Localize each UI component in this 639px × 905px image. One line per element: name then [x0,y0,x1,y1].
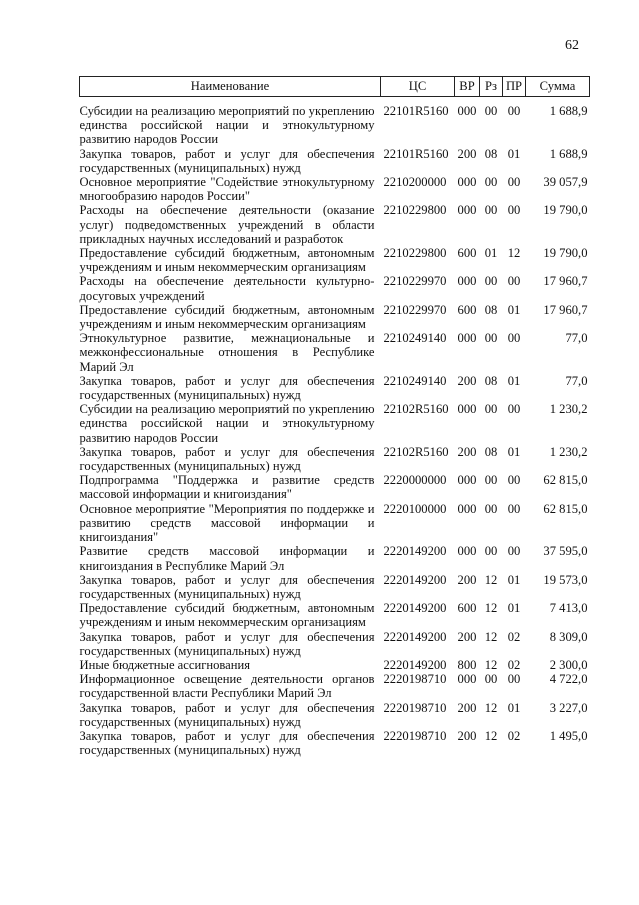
cell-pr: 00 [507,331,521,346]
page-number: 62 [565,38,579,53]
cell-name: Этнокультурное развитие, межнациональные и межконфессиональные отношения в Республике Марий Эл [79,331,375,374]
header-sum: Сумма [526,77,590,97]
cell-cs: 2220149200 [383,629,447,644]
cell-cs: 2210249140 [383,373,447,388]
cell-pr: 01 [507,601,521,616]
cell-name: Закупка товаров, работ и услуг для обеспечения государственных (муниципальных) нужд [79,146,375,175]
cell-name: Основное мероприятие "Содействие этнокультурному многообразию народов России" [79,175,375,204]
cell-name: Предоставление субсидий бюджетным, автономным учреждениям и иным некоммерческим организациям [79,246,375,275]
cell-rz: 00 [484,672,498,687]
table-row [80,147,590,175]
cell-rz: 12 [484,657,498,672]
table-row [80,601,590,629]
cell-vr: 000 [457,501,477,516]
cell-vr: 000 [457,274,477,289]
budget-table [79,76,590,757]
cell-name: Субсидии на реализацию мероприятий по укреплению единства российской нации и этнокультурному развитию народов России [79,402,375,445]
cell-rz: 00 [484,501,498,516]
cell-name: Предоставление субсидий бюджетным, автономным учреждениям и иным некоммерческим организациям [79,601,375,630]
cell-pr: 00 [507,175,521,190]
cell-vr: 800 [457,657,477,672]
table-row [80,658,590,672]
cell-pr: 00 [507,544,521,559]
cell-pr: 01 [507,572,521,587]
cell-name: Расходы на обеспечение деятельности культурно-досуговых учреждений [79,274,375,303]
cell-name: Предоставление субсидий бюджетным, автономным учреждениям и иным некоммерческим организациям [79,302,375,332]
cell-cs: 2210200000 [383,175,447,190]
cell-name: Закупка товаров, работ и услуг для обеспечения государственных (муниципальных) нужд [79,373,375,403]
cell-pr: 01 [507,700,521,715]
table-row [80,473,590,501]
cell-rz: 12 [484,629,498,644]
cell-vr: 200 [457,700,477,715]
table-row [80,97,590,147]
cell-cs: 2220198710 [383,672,447,687]
cell-pr: 00 [507,402,521,417]
table-row [80,274,590,302]
cell-name: Информационное освещение деятельности органов государственной власти Республики Марий Эл [79,672,375,701]
cell-name: Закупка товаров, работ и услуг для обеспечения государственных (муниципальных) нужд [79,444,375,474]
cell-rz: 00 [484,402,498,417]
cell-pr: 00 [507,672,521,687]
header-pr: ПР [503,77,526,97]
cell-cs: 2210229800 [383,246,447,261]
cell-pr: 02 [507,657,521,672]
cell-pr: 01 [507,302,521,317]
cell-name: Закупка товаров, работ и услуг для обеспечения государственных (муниципальных) нужд [79,629,375,658]
cell-pr: 00 [507,104,521,118]
header-rz: Рз [480,77,503,97]
cell-sum: 17 960,7 [543,274,588,289]
table-row [80,672,590,700]
table-row [80,402,590,445]
cell-vr: 000 [457,544,477,559]
cell-cs: 22102R5160 [383,402,449,417]
cell-sum: 19 573,0 [543,572,588,587]
cell-cs: 2220149200 [383,572,447,587]
cell-sum: 1 495,0 [549,728,588,743]
cell-pr: 01 [507,146,521,161]
cell-sum: 19 790,0 [543,203,588,218]
cell-cs: 2220198710 [383,728,447,743]
cell-cs: 2220149200 [383,601,447,616]
table-row [80,701,590,729]
cell-vr: 000 [457,175,477,190]
cell-sum: 8 309,0 [549,629,588,644]
table-row [80,729,590,757]
cell-sum: 62 815,0 [543,501,588,516]
cell-name: Основное мероприятие "Мероприятия по поддержке и развитию средств массовой информации и книгоиздания" [79,501,375,545]
table-row [80,331,590,374]
cell-pr: 02 [507,728,521,743]
header-vr: ВР [455,77,480,97]
header-cs: ЦС [381,77,455,97]
cell-rz: 08 [484,146,498,161]
cell-vr: 200 [457,146,477,161]
cell-sum: 77,0 [565,331,588,346]
cell-rz: 12 [484,728,498,743]
cell-sum: 17 960,7 [543,302,588,317]
cell-rz: 12 [484,601,498,616]
cell-vr: 600 [457,302,477,317]
cell-name: Иные бюджетные ассигнования [79,657,251,672]
cell-cs: 2220000000 [383,473,447,488]
cell-rz: 00 [484,274,498,289]
cell-pr: 00 [507,473,521,488]
cell-rz: 00 [484,544,498,559]
cell-sum: 37 595,0 [543,544,588,559]
cell-cs: 2220100000 [383,501,447,516]
table-row [80,573,590,601]
cell-cs: 22101R5160 [383,146,449,161]
cell-cs: 2210249140 [383,331,447,346]
cell-rz: 00 [484,203,498,218]
cell-vr: 600 [457,246,477,261]
cell-pr: 00 [507,203,521,218]
cell-rz: 00 [484,473,498,488]
cell-cs: 22102R5160 [383,444,449,459]
cell-pr: 02 [507,629,521,644]
table-row [80,246,590,274]
cell-name: Закупка товаров, работ и услуг для обеспечения государственных (муниципальных) нужд [79,728,375,758]
cell-cs: 2220198710 [383,700,447,715]
cell-sum: 2 300,0 [549,657,588,672]
cell-rz: 12 [484,572,498,587]
cell-rz: 00 [484,104,498,118]
cell-cs: 2210229970 [383,274,447,289]
cell-name: Расходы на обеспечение деятельности (оказание услуг) подведомственных учреждений в области прикладных научных исследований и разработок [79,203,375,246]
table-row [80,203,590,246]
cell-cs: 2220149200 [383,657,447,672]
table-row [80,502,590,545]
cell-rz: 00 [484,175,498,190]
cell-cs: 2210229800 [383,203,447,218]
cell-sum: 62 815,0 [543,473,588,488]
cell-sum: 1 688,9 [549,146,588,161]
table-row [80,374,590,402]
cell-rz: 01 [484,246,498,261]
cell-sum: 1 230,2 [549,444,588,459]
cell-rz: 08 [484,373,498,388]
cell-sum: 77,0 [565,373,588,388]
cell-vr: 200 [457,444,477,459]
cell-sum: 1 230,2 [549,402,588,417]
cell-vr: 000 [457,331,477,346]
table-row [80,544,590,572]
cell-vr: 200 [457,728,477,743]
cell-vr: 000 [457,203,477,218]
cell-rz: 08 [484,444,498,459]
cell-pr: 00 [507,274,521,289]
cell-name: Закупка товаров, работ и услуг для обеспечения государственных (муниципальных) нужд [79,700,375,729]
table-row [80,303,590,331]
table-row [80,175,590,203]
cell-sum: 1 688,9 [549,104,588,118]
cell-cs: 22101R5160 [383,104,449,118]
cell-rz: 08 [484,302,498,317]
cell-pr: 00 [507,501,521,516]
cell-sum: 7 413,0 [549,601,588,616]
table-row [80,630,590,658]
cell-rz: 00 [484,331,498,346]
cell-sum: 3 227,0 [549,700,588,715]
cell-sum: 39 057,9 [543,175,588,190]
cell-pr: 01 [507,373,521,388]
table-row [80,445,590,473]
cell-name: Развитие средств массовой информации и книгоиздания в Республике Марий Эл [79,544,375,573]
cell-vr: 000 [457,672,477,687]
cell-name: Субсидии на реализацию мероприятий по укреплению единства российской нации и этнокультурному развитию народов России [79,104,375,147]
cell-name: Подпрограмма "Поддержка и развитие средств массовой информации и книгоиздания" [79,473,375,502]
cell-pr: 01 [507,444,521,459]
cell-pr: 12 [507,246,521,261]
cell-vr: 200 [457,373,477,388]
cell-vr: 000 [457,402,477,417]
cell-rz: 12 [484,700,498,715]
cell-cs: 2210229970 [383,302,447,317]
cell-sum: 4 722,0 [549,672,588,687]
header-name: Наименование [80,77,381,97]
cell-vr: 200 [457,629,477,644]
cell-sum: 19 790,0 [543,246,588,261]
cell-vr: 000 [457,473,477,488]
cell-vr: 600 [457,601,477,616]
cell-cs: 2220149200 [383,544,447,559]
cell-vr: 000 [457,104,477,118]
table-header [80,77,590,97]
cell-vr: 200 [457,572,477,587]
cell-name: Закупка товаров, работ и услуг для обеспечения государственных (муниципальных) нужд [79,572,375,601]
